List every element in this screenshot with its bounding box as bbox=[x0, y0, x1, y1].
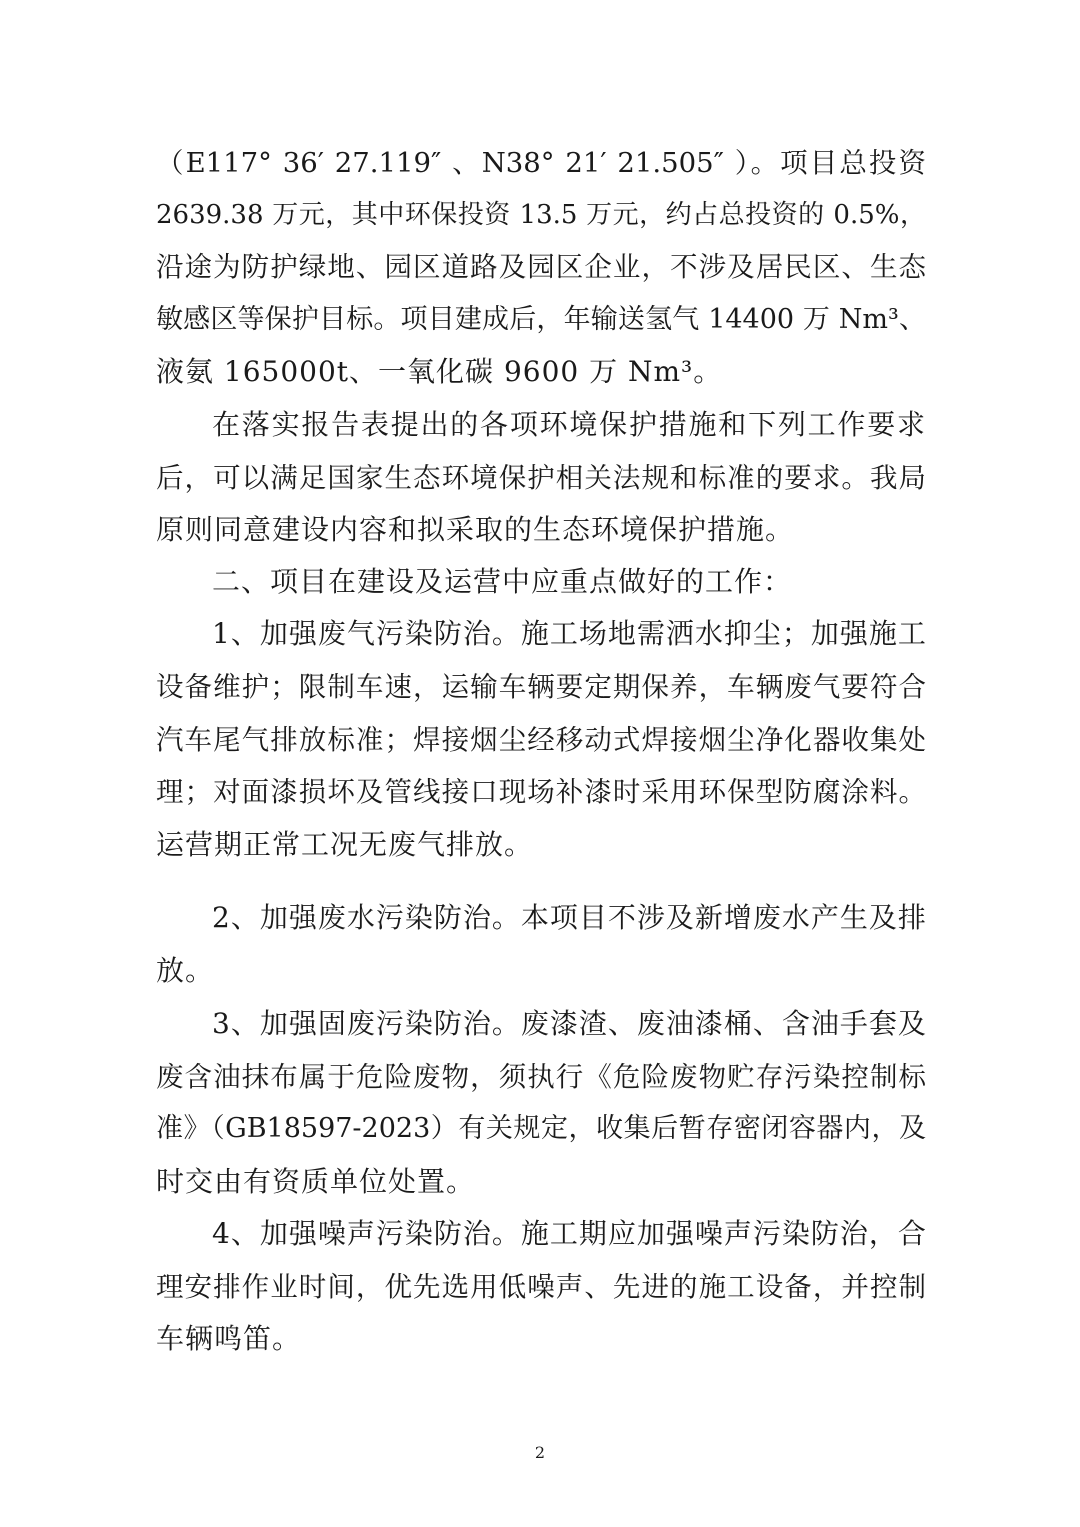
text-line: 原则同意建设内容和拟采取的生态环境保护措施。 bbox=[156, 513, 795, 546]
text-line: 4、加强噪声污染防治。施工期应加强噪声污染防治，合 bbox=[212, 1217, 927, 1250]
text-line: 液氨 165000t、一氧化碳 9600 万 Nm³。 bbox=[156, 355, 723, 388]
text-line: 放。 bbox=[156, 954, 215, 987]
text-line: 在落实报告表提出的各项环境保护措施和下列工作要求 bbox=[212, 408, 926, 441]
text-line: 后，可以满足国家生态环境保护相关法规和标准的要求。我局 bbox=[156, 462, 926, 494]
text-line: 沿途为防护绿地、园区道路及园区企业，不涉及居民区、生态 bbox=[156, 251, 926, 283]
text-line: 时交由有资质单位处置。 bbox=[156, 1165, 476, 1198]
text-line: 2、加强废水污染防治。本项目不涉及新增废水产生及排 bbox=[212, 901, 927, 934]
heading-line: 二、项目在建设及运营中应重点做好的工作： bbox=[212, 565, 793, 598]
page-number: 2 bbox=[534, 1443, 546, 1462]
text-line: 理安排作业时间，优先选用低噪声、先进的施工设备，并控制 bbox=[156, 1271, 926, 1303]
text-line: 敏感区等保护目标。项目建成后，年输送氢气 14400 万 Nm³、 bbox=[156, 304, 926, 335]
text-line: 2639.38 万元，其中环保投资 13.5 万元，约占总投资的 0.5%， bbox=[156, 200, 926, 230]
text-line: 1、加强废气污染防治。施工场地需洒水抑尘；加强施工 bbox=[212, 617, 927, 650]
text-line: 车辆鸣笛。 bbox=[156, 1322, 302, 1355]
text-line: 3、加强固废污染防治。废漆渣、废油漆桶、含油手套及 bbox=[212, 1007, 927, 1040]
text-line: （E117° 36′ 27.119″ 、N38° 21′ 21.505″ ）。项目总投资 bbox=[156, 147, 926, 179]
text-line: 汽车尾气排放标准；焊接烟尘经移动式焊接烟尘净化器收集处 bbox=[156, 724, 926, 756]
text-line: 准》（GB18597-2023）有关规定，收集后暂存密闭容器内，及 bbox=[156, 1113, 926, 1144]
text-line: 运营期正常工况无废气排放。 bbox=[156, 828, 534, 861]
text-line: 设备维护；限制车速，运输车辆要定期保养，车辆废气要符合 bbox=[156, 671, 926, 703]
text-line: 理；对面漆损坏及管线接口现场补漆时采用环保型防腐涂料。 bbox=[156, 776, 926, 808]
text-line: 废含油抹布属于危险废物，须执行《危险废物贮存污染控制标 bbox=[156, 1061, 926, 1093]
